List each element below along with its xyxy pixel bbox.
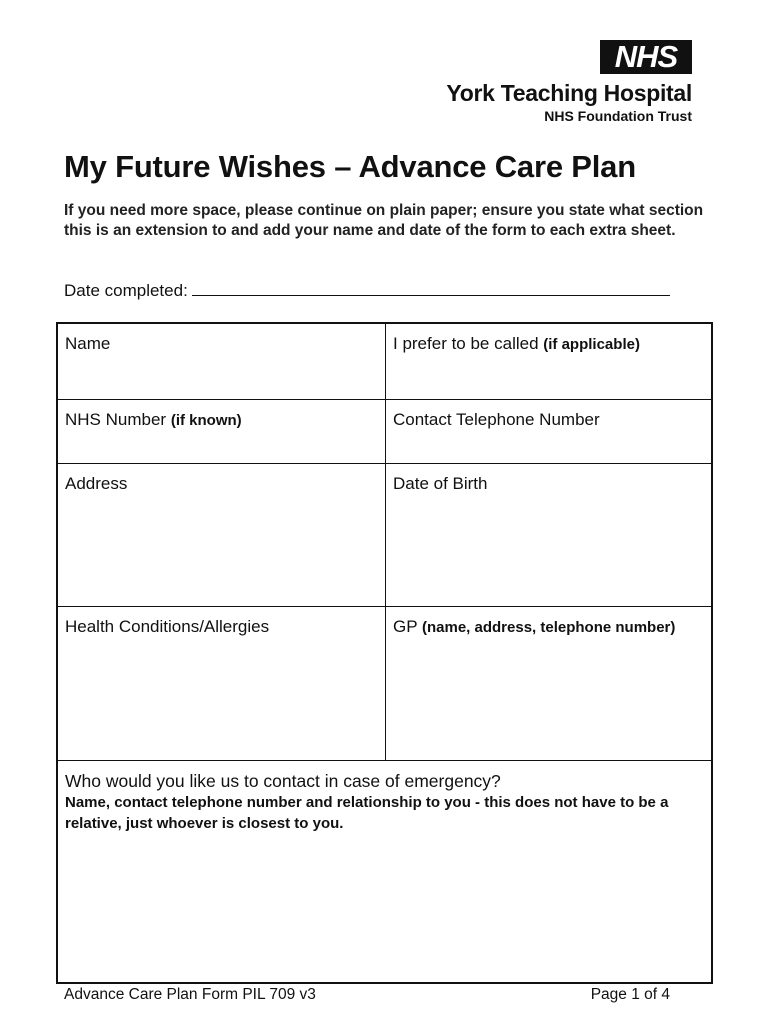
page-number: Page 1 of 4 xyxy=(590,986,670,1003)
preferred-name-label: I prefer to be called xyxy=(393,334,539,353)
contact-telephone-field[interactable] xyxy=(386,400,711,463)
preferred-name-note: (if applicable) xyxy=(543,336,640,353)
date-of-birth-label: Date of Birth xyxy=(393,474,488,493)
organisation-name: York Teaching Hospital xyxy=(446,80,692,106)
preferred-name-field[interactable] xyxy=(386,324,711,399)
address-label: Address xyxy=(65,474,128,493)
contact-telephone-label: Contact Telephone Number xyxy=(393,410,600,429)
nhs-logo: NHS xyxy=(600,40,692,74)
address-field[interactable] xyxy=(58,464,385,606)
gp-details-field[interactable] xyxy=(386,607,686,760)
date-completed-label: Date completed: xyxy=(64,281,188,300)
nhs-number-label: NHS Number xyxy=(65,410,167,429)
emergency-contact-field[interactable] xyxy=(58,761,711,982)
name-label: Name xyxy=(65,334,111,353)
date-completed-row xyxy=(64,280,670,301)
gp-label: GP xyxy=(393,617,418,636)
date-completed-field[interactable] xyxy=(192,280,670,296)
page-title: My Future Wishes – Advance Care Plan xyxy=(64,149,636,184)
emergency-contact-label: Who would you like us to contact in case of emergency? xyxy=(65,771,501,791)
gp-note: (name, address, telephone number) xyxy=(422,619,676,636)
emergency-contact-note: Name, contact telephone number and relationship to you - this does not have to be a relative, just whoever is closest to you. xyxy=(65,794,669,832)
personal-details-form xyxy=(56,322,713,984)
intro-text: If you need more space, please continue on plain paper; ensure you state what section this is an extension to and add your name and date of the form to each extra sheet. xyxy=(64,202,704,239)
health-conditions-field[interactable] xyxy=(58,607,385,760)
nhs-number-field[interactable] xyxy=(58,400,385,463)
nhs-number-note: (if known) xyxy=(170,412,242,429)
health-conditions-label: Health Conditions/Allergies xyxy=(65,617,270,636)
date-of-birth-field[interactable] xyxy=(386,464,711,606)
organisation-subtitle: NHS Foundation Trust xyxy=(544,108,692,124)
name-field[interactable] xyxy=(58,324,385,399)
form-reference: Advance Care Plan Form PIL 709 v3 xyxy=(64,986,316,1003)
